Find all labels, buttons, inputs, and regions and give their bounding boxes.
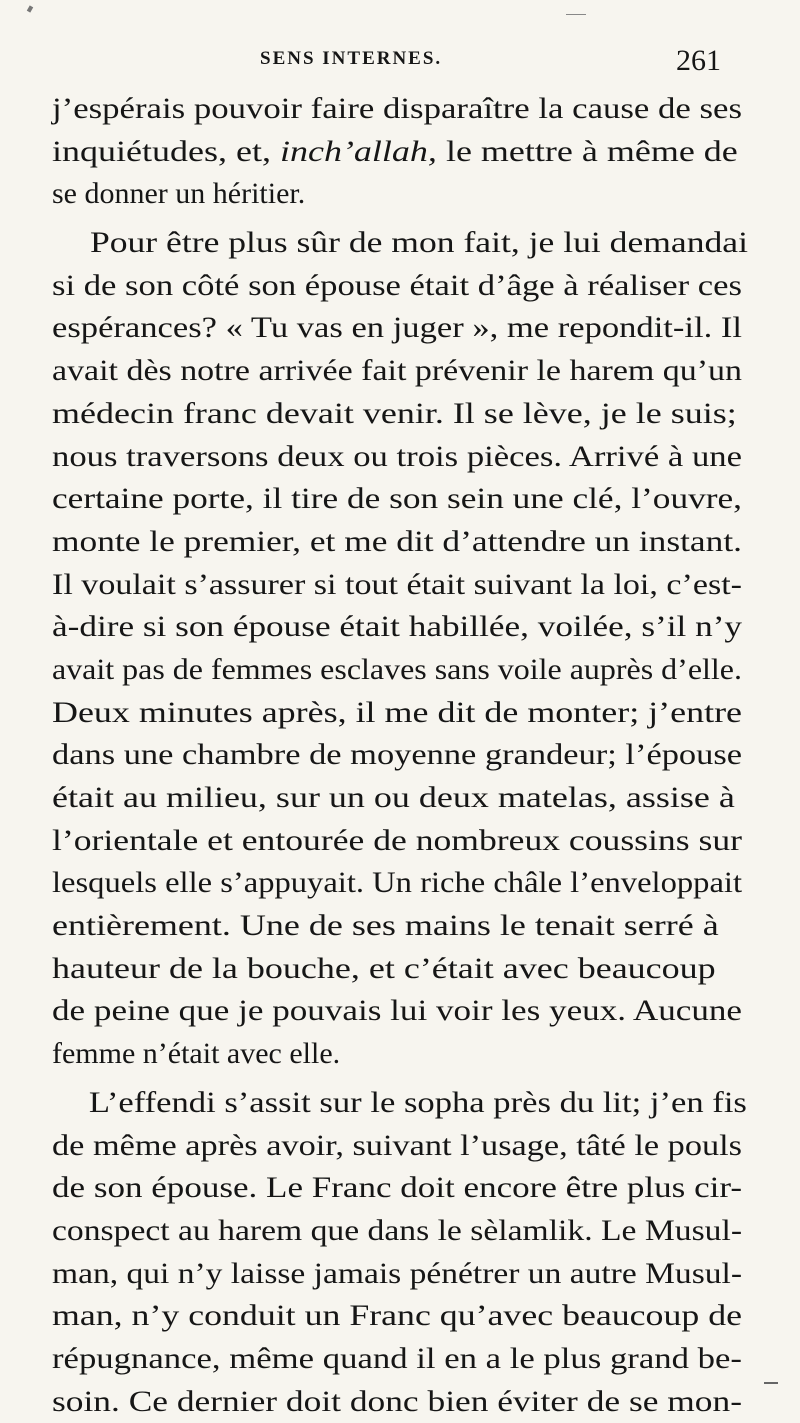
text-line — [52, 1210, 800, 1253]
line-text: lesquels elle s’appuyait. Un riche châle l’enveloppait — [52, 866, 743, 900]
line-text: de même après avoir, suivant l’usage, tâté le pouls — [52, 1128, 742, 1162]
line-text: nous traversons deux ou trois pièces. Arrivé à une — [52, 439, 743, 473]
print-speck — [764, 1382, 778, 1384]
text-line — [52, 948, 800, 991]
running-head-title: SENS INTERNES. — [260, 48, 443, 69]
text-line — [52, 131, 800, 174]
text-line — [52, 1338, 800, 1381]
line-text: si de son côté son épouse était d’âge à réaliser ces — [52, 268, 742, 302]
line-text: L’effendi s’assit sur le sopha près du lit; j’en fis — [88, 1085, 747, 1119]
line-text: de peine que je pouvais lui voir les yeux. Aucune — [52, 994, 743, 1028]
text-line — [52, 350, 800, 393]
line-text: certaine porte, il tire de son sein une clé, l’ouvre, — [52, 482, 743, 516]
line-text: hauteur de la bouche, et c’était avec beaucoup — [52, 951, 716, 985]
text-line — [52, 734, 800, 777]
text-line — [52, 820, 800, 863]
print-speck — [566, 14, 586, 15]
text-line — [52, 1253, 800, 1296]
line-text: inquiétudes, et, — [52, 134, 280, 168]
text-line — [52, 990, 800, 1033]
text-line — [52, 1033, 742, 1076]
running-head — [0, 44, 800, 84]
line-text: l’orientale et entourée de nombreux coussins sur — [52, 823, 742, 857]
page-number: 261 — [676, 44, 721, 77]
text-line — [52, 564, 800, 607]
text-line — [52, 1295, 800, 1338]
line-text: espérances? « Tu vas en juger », me repondit-il. Il — [52, 311, 743, 345]
line-text: était au milieu, sur un ou deux matelas, assise à — [52, 781, 735, 814]
line-text: avait pas de femmes esclaves sans voile auprès d’elle. — [52, 652, 742, 686]
line-text: médecin franc devait venir. Il se lève, je le suis; — [52, 396, 737, 430]
print-speck — [27, 5, 33, 12]
line-text: Deux minutes après, il me dit de monter; j’entre — [52, 695, 743, 729]
text-line — [52, 606, 800, 649]
line-text: j’espérais pouvoir faire disparaître la cause de ses — [52, 92, 742, 125]
body-text — [52, 88, 748, 1423]
line-text: se donner un héritier. — [52, 177, 306, 211]
line-text: entièrement. Une de ses mains le tenait serré à — [52, 909, 719, 943]
line-text-continued: le mettre à même de — [436, 134, 738, 168]
line-text: de son épouse. Le Franc doit encore être plus cir- — [52, 1171, 743, 1205]
text-line — [52, 905, 800, 948]
line-text: Il voulait s’assurer si tout était suivant la loi, c’est- — [52, 567, 743, 601]
text-line — [52, 777, 800, 820]
line-text: femme n’était avec elle. — [52, 1037, 341, 1071]
text-line — [52, 393, 800, 436]
text-line — [52, 862, 800, 905]
line-text: man, qui n’y laisse jamais pénétrer un autre Musul- — [52, 1256, 743, 1290]
line-text: répugnance, même quand il en a le plus grand be- — [52, 1341, 742, 1375]
text-line — [52, 222, 800, 265]
line-text: avait dès notre arrivée fait prévenir le harem qu’un — [52, 354, 743, 388]
text-line — [52, 436, 800, 479]
text-line — [52, 265, 800, 308]
text-line — [52, 521, 800, 564]
line-text: man, n’y conduit un Franc qu’avec beaucoup de — [52, 1299, 743, 1333]
italic-term: inch’allah, — [279, 134, 437, 168]
text-line — [52, 1082, 800, 1125]
text-line — [52, 307, 800, 350]
line-text: Pour être plus sûr de mon fait, je lui demandai — [89, 226, 748, 260]
text-line — [52, 478, 800, 521]
text-line — [52, 1167, 800, 1210]
text-line — [52, 88, 800, 131]
line-text: dans une chambre de moyenne grandeur; l’épouse — [52, 738, 743, 772]
line-text: à-dire si son épouse était habillée, voilée, s’il n’y — [52, 610, 743, 644]
text-line — [52, 692, 800, 735]
line-text: soin. Ce dernier doit donc bien éviter de se mon- — [52, 1384, 742, 1418]
text-line — [52, 173, 742, 216]
text-line — [52, 1381, 800, 1423]
text-line — [52, 1125, 800, 1168]
text-line — [52, 649, 788, 692]
line-text: monte le premier, et me dit d’attendre un instant. — [52, 524, 742, 558]
line-text: conspect au harem que dans le sèlamlik. Le Musul- — [52, 1213, 743, 1247]
